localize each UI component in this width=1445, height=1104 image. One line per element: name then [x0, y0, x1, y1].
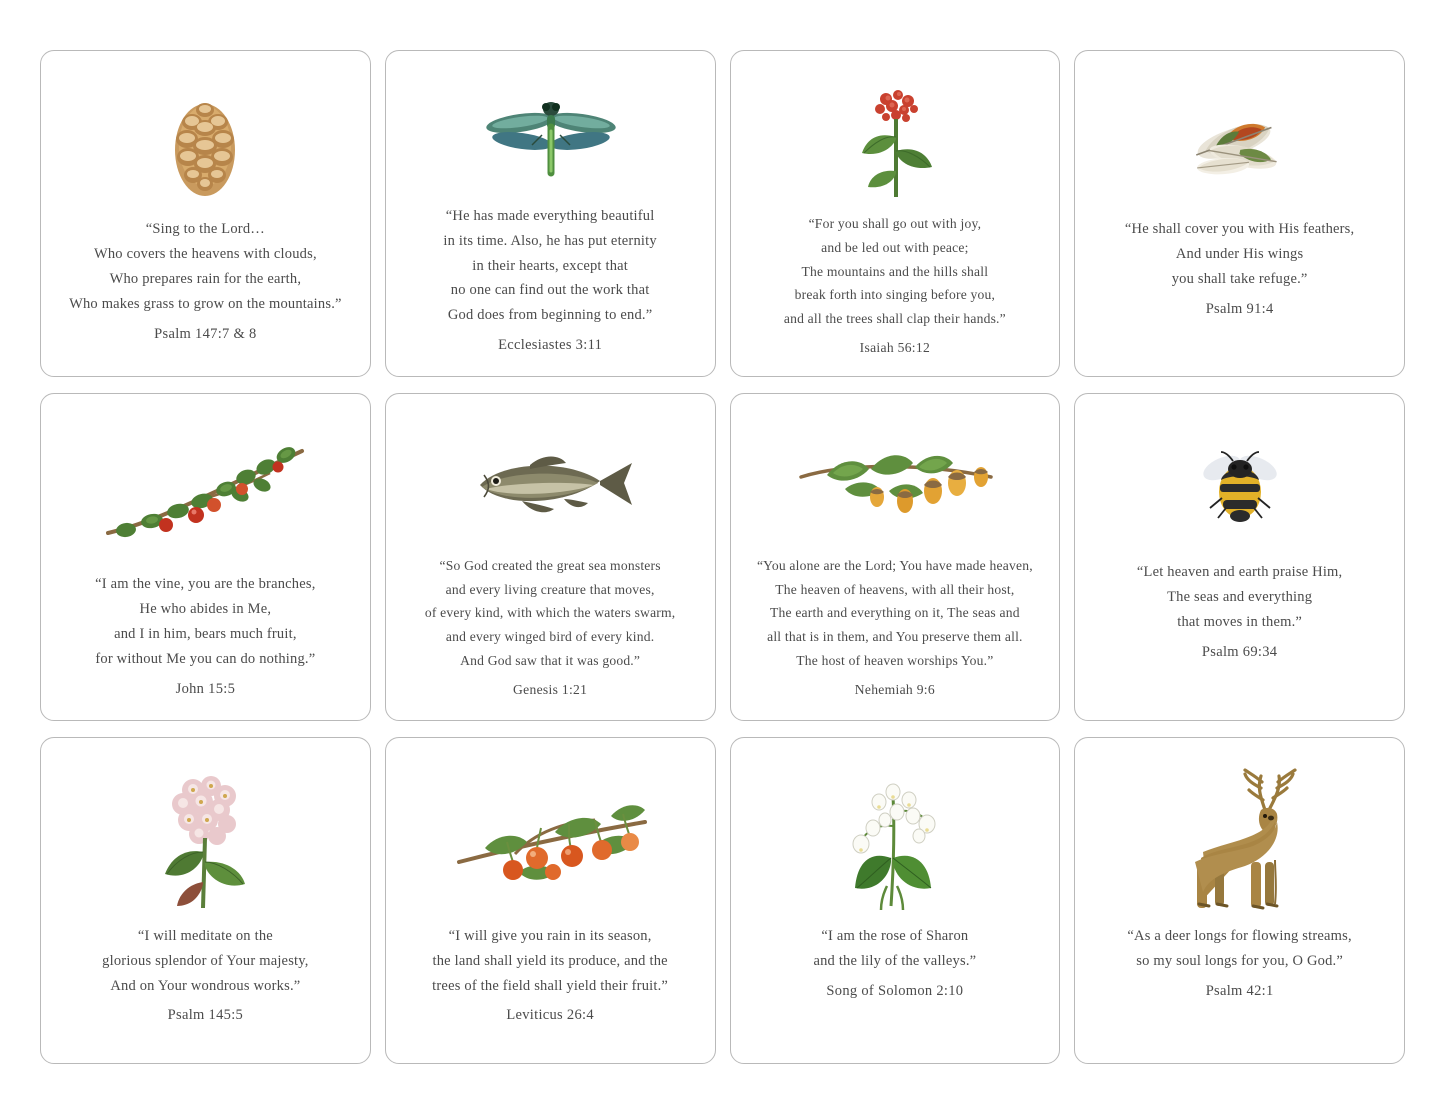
red-flower-icon	[757, 79, 1034, 204]
verse-text	[67, 217, 344, 317]
verse-line: in its time. Also, he has put eternity	[443, 232, 657, 249]
verse-line: and be led out with peace;	[821, 239, 969, 255]
verse-text	[67, 924, 344, 999]
verse-reference: Psalm 145:5	[167, 1007, 244, 1024]
verse-text	[1101, 924, 1378, 974]
verse-line: that moves in them.”	[1177, 614, 1303, 631]
verse-line: “I will give you rain in its season,	[448, 927, 652, 944]
verse-line: the land shall yield its produce, and the	[432, 952, 668, 969]
verse-text	[412, 924, 689, 999]
verse-text	[412, 204, 689, 329]
verse-line: “He shall cover you with His feathers,	[1124, 221, 1355, 237]
verse-card-deer[interactable]	[1074, 737, 1405, 1064]
verse-reference: John 15:5	[175, 680, 236, 697]
verse-card-milkweed[interactable]	[730, 50, 1061, 377]
verse-text	[757, 924, 1034, 974]
verse-line: and I in him, bears much fruit,	[114, 625, 297, 642]
bumblebee-icon	[1101, 422, 1378, 552]
verse-card-bee[interactable]	[1074, 393, 1405, 720]
verse-line: and the lily of the valleys.”	[813, 952, 977, 969]
verse-line: God does from beginning to end.”	[447, 307, 653, 324]
verse-line: “You alone are the Lord; You have made heaven,	[756, 557, 1033, 573]
verse-line: and every living creature that moves,	[445, 581, 655, 597]
verse-reference: Ecclesiastes 3:11	[498, 337, 603, 354]
verse-card-pinecone[interactable]	[40, 50, 371, 377]
verse-line: all that is in them, and You preserve them all.	[767, 629, 1023, 645]
verse-card-fish[interactable]	[385, 393, 716, 720]
cherry-branch-icon	[412, 766, 689, 916]
verse-card-feathers[interactable]	[1074, 50, 1405, 377]
verse-line: The seas and everything	[1167, 589, 1313, 606]
verse-reference: Psalm 42:1	[1205, 982, 1274, 999]
dragonfly-icon	[412, 79, 689, 196]
verse-line: “I will meditate on the	[137, 927, 273, 944]
verse-line: so my soul longs for you, O God.”	[1136, 952, 1344, 969]
verse-line: The host of heaven worships You.”	[796, 652, 994, 668]
verse-reference: Song of Solomon 2:10	[826, 982, 964, 999]
verse-line: for without Me you can do nothing.”	[95, 650, 316, 667]
berry-branch-icon	[67, 422, 344, 564]
verse-line: no one can find out the work that	[450, 282, 650, 299]
verse-line: “So God created the great sea monsters	[439, 557, 661, 573]
verse-line: And God saw that it was good.”	[460, 652, 641, 668]
verse-card-cherries[interactable]	[385, 737, 716, 1064]
verse-line: and every winged bird of every kind.	[445, 629, 655, 645]
verse-card-lily[interactable]	[730, 737, 1061, 1064]
verse-text	[412, 554, 689, 673]
hydrangea-icon	[67, 766, 344, 916]
verse-line: in their hearts, except that	[472, 257, 629, 274]
verse-line: The earth and everything on it, The seas and	[769, 605, 1020, 621]
verse-card-acorns[interactable]	[730, 393, 1061, 720]
verse-text	[1101, 217, 1378, 292]
verse-line: The mountains and the hills shall	[801, 263, 989, 279]
verse-reference: Psalm 147:7 & 8	[154, 325, 257, 342]
deer-icon	[1101, 766, 1378, 916]
verse-line: “I am the rose of Sharon	[821, 927, 969, 944]
verse-line: And on Your wondrous works.”	[110, 977, 301, 994]
verse-card-dragonfly[interactable]	[385, 50, 716, 377]
verse-line: and all the trees shall clap their hands.”	[783, 311, 1006, 327]
verse-text	[1101, 560, 1378, 635]
verse-line: “As a deer longs for flowing streams,	[1127, 927, 1352, 944]
verse-reference: Genesis 1:21	[513, 681, 588, 697]
verse-line: “For you shall go out with joy,	[808, 216, 982, 231]
fish-icon	[412, 422, 689, 545]
verse-line: “Sing to the Lord…	[145, 221, 265, 237]
verse-reference: Leviticus 26:4	[506, 1007, 594, 1024]
verse-line: of every kind, with which the waters swarm,	[424, 605, 676, 621]
verse-line: Who makes grass to grow on the mountains.”	[69, 295, 342, 312]
verse-reference: Isaiah 56:12	[859, 339, 931, 355]
acorn-branch-icon	[757, 422, 1034, 545]
feathers-icon	[1101, 79, 1378, 209]
verse-line: you shall take refuge.”	[1171, 270, 1308, 287]
verse-line: He who abides in Me,	[139, 600, 272, 617]
verse-line: “Let heaven and earth praise Him,	[1136, 564, 1343, 581]
verse-reference: Psalm 69:34	[1201, 644, 1278, 661]
verse-card-berry-branch[interactable]	[40, 393, 371, 720]
lily-of-the-valley-icon	[757, 766, 1034, 916]
verse-line: break forth into singing before you,	[794, 287, 996, 303]
verse-line: glorious splendor of Your majesty,	[102, 952, 309, 969]
verse-reference: Nehemiah 9:6	[854, 681, 935, 697]
verse-reference: Psalm 91:4	[1205, 300, 1274, 317]
verse-card-hydrangea[interactable]	[40, 737, 371, 1064]
verse-line: “He has made everything beautiful	[445, 207, 655, 224]
verse-text	[67, 572, 344, 672]
verse-line: trees of the field shall yield their fruit.”	[432, 977, 669, 994]
verse-line: Who prepares rain for the earth,	[109, 270, 302, 287]
verse-text	[757, 212, 1034, 331]
verse-line: Who covers the heavens with clouds,	[93, 245, 317, 262]
verse-text	[757, 554, 1034, 673]
pinecone-icon	[67, 79, 344, 209]
verse-line: And under His wings	[1175, 245, 1304, 262]
verse-line: The heaven of heavens, with all their host,	[775, 581, 1015, 597]
verse-line: “I am the vine, you are the branches,	[95, 575, 316, 592]
